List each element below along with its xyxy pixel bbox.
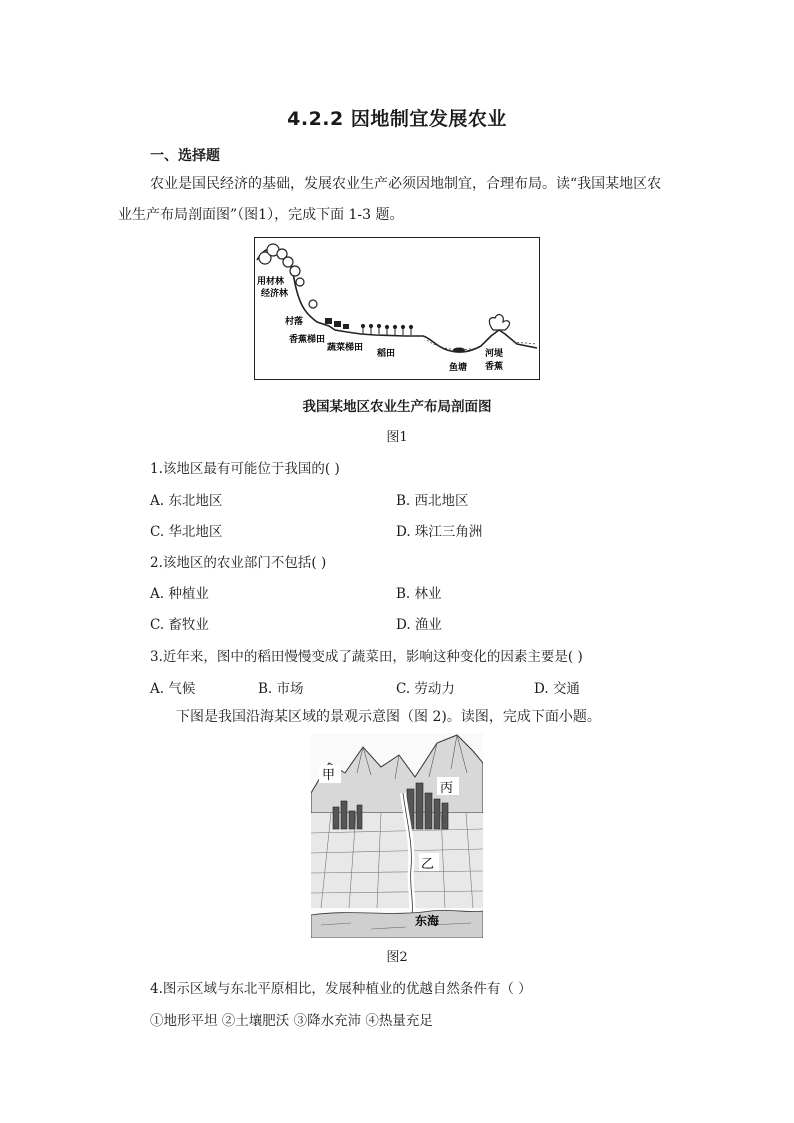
q1-option-b[interactable]: B. 西北地区 [396, 493, 469, 509]
fish-icon [453, 348, 465, 353]
banana-tree-icon [489, 315, 509, 330]
landscape-sketch [311, 733, 483, 938]
label-fishpond: 鱼塘 [449, 363, 468, 373]
figure-2-landscape [311, 733, 483, 938]
q3-option-d[interactable]: D. 交通 [534, 681, 580, 697]
label-bing: 丙 [440, 781, 454, 796]
q2-option-a[interactable]: A. 种植业 [150, 586, 209, 602]
profile-diagram [255, 238, 538, 378]
label-rice: 稻田 [377, 349, 396, 359]
page-title: 4.2.2 因地制宜发展农业 [287, 108, 507, 130]
question-2-stem: 2.该地区的农业部门不包括( ) [150, 555, 327, 571]
label-jia: 甲 [322, 768, 336, 783]
intro-2: 下图是我国沿海某区域的景观示意图（图 2)。读图，完成下面小题。 [176, 709, 601, 725]
figure-1-caption: 图1 [386, 430, 408, 445]
q3-option-a[interactable]: A. 气候 [150, 681, 196, 697]
rice-plants-icon [361, 324, 412, 335]
q2-option-d[interactable]: D. 渔业 [396, 617, 442, 633]
question-1-stem: 1.该地区最有可能位于我国的( ) [150, 461, 340, 477]
q3-option-b[interactable]: B. 市场 [258, 681, 304, 697]
figure-1-title: 我国某地区农业生产布局剖面图 [302, 399, 492, 415]
q1-option-d[interactable]: D. 珠江三角洲 [396, 524, 483, 540]
figure-1-profile [254, 237, 540, 380]
q2-option-c[interactable]: C. 畜牧业 [150, 617, 209, 633]
label-levee: 河堤 [485, 349, 504, 359]
q3-option-c[interactable]: C. 劳动力 [396, 681, 455, 697]
label-yi: 乙 [421, 857, 435, 872]
question-3-stem: 3.近年来，图中的稻田慢慢变成了蔬菜田，影响这种变化的因素主要是( ) [150, 649, 583, 665]
question-4-stem: 4.图示区域与东北平原相比，发展种植业的优越自然条件有（ ） [150, 981, 532, 997]
label-village: 村落 [285, 317, 304, 327]
label-veg-terrace: 蔬菜梯田 [327, 343, 364, 353]
section-heading: 一、选择题 [150, 148, 220, 164]
intro-line-2: 业生产布局剖面图”（图1），完成下面 1-3 题。 [118, 207, 404, 223]
intro-line-1: 农业是国民经济的基础，发展农业生产必须因地制宜，合理布局。读“我国某地区农 [150, 176, 662, 192]
q1-option-a[interactable]: A. 东北地区 [150, 493, 223, 509]
label-levee-banana: 香蕉 [485, 362, 504, 372]
q2-option-b[interactable]: B. 林业 [396, 586, 442, 602]
q4-choices: ①地形平坦 ②土壤肥沃 ③降水充沛 ④热量充足 [150, 1013, 433, 1029]
label-timber: 用材林 [257, 277, 285, 287]
q1-option-c[interactable]: C. 华北地区 [150, 524, 223, 540]
label-sea: 东海 [415, 914, 440, 928]
pond-water [427, 340, 477, 350]
label-banana-terrace: 香蕉梯田 [289, 335, 326, 345]
label-economic: 经济林 [261, 289, 289, 299]
village-icon [325, 318, 349, 329]
figure-2-caption: 图2 [386, 950, 408, 965]
